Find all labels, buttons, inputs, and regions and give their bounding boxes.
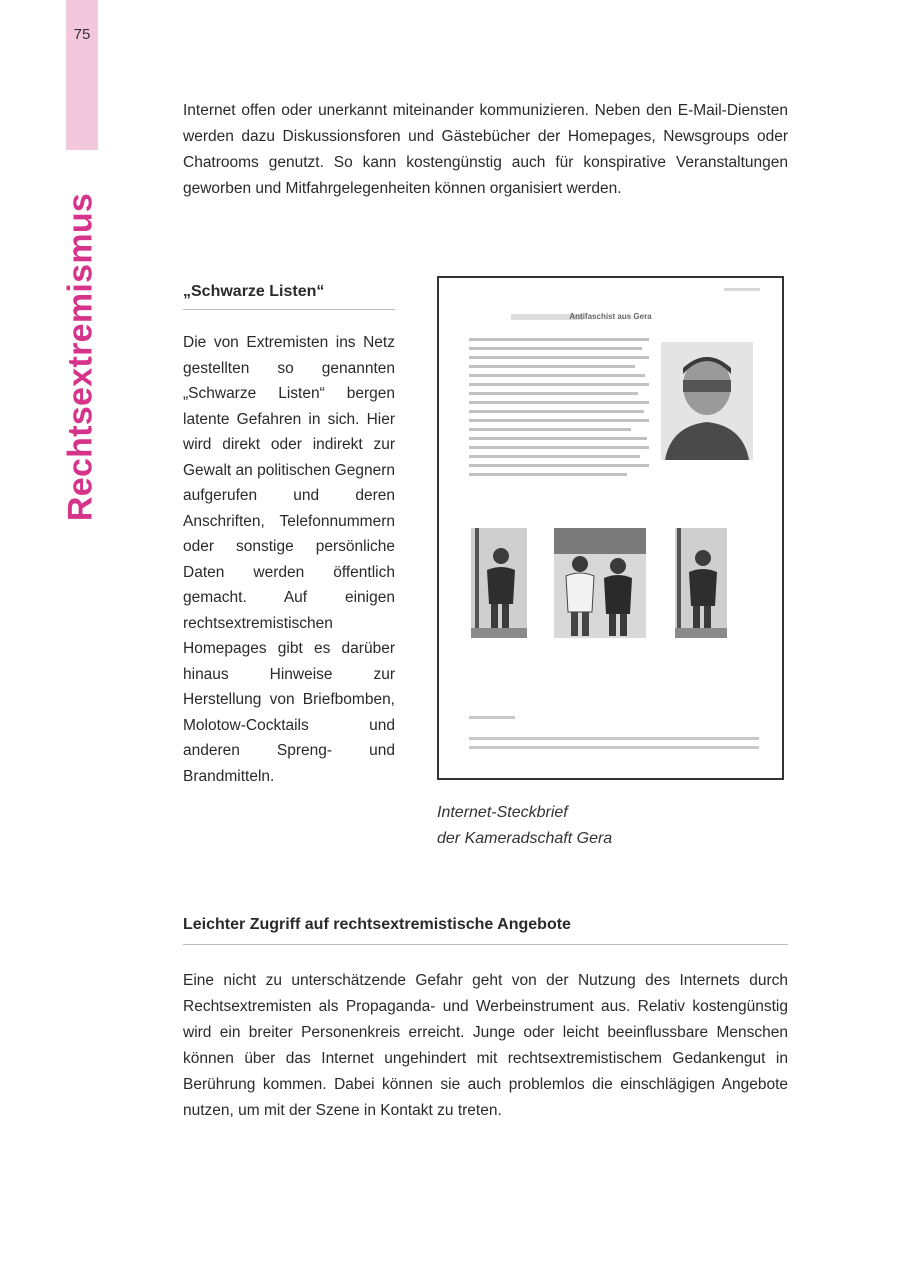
page-number: 75 xyxy=(73,26,91,43)
side-color-strip xyxy=(66,0,98,150)
figure-footer-lines xyxy=(469,716,759,755)
black-lists-text: Die von Extremisten ins Netz gestellten so genannten „Schwarze Listen“ bergen latente Gefahren in sich. Hier wird direkt oder indirekt zur Gewalt an politischen Gegnern aufgerufen und deren Anschriften, Telefonnummern oder sonstige persönliche Daten werden öffentlich gemacht. Auf einigen rechtsextremistischen Homepages gibt es darüber hinaus Hinweise zur Herstellung von Briefbomben, Molotow-Cocktails und anderen Spreng- und Brandmitteln. xyxy=(183,334,395,785)
black-lists-heading: „Schwarze Listen“ xyxy=(183,283,395,310)
section-label xyxy=(56,192,106,522)
figure-header-line xyxy=(724,288,760,291)
group-photo-right xyxy=(675,528,727,638)
easy-access-heading: Leichter Zugriff auf rechtsextremistische Angebote xyxy=(183,916,788,945)
caption-line-1: Internet-Steckbrief xyxy=(437,804,568,821)
intro-paragraph: Internet offen oder unerkannt miteinander kommunizieren. Neben den E-Mail-Diensten werden dazu Diskussionsforen und Gästebücher der Homepages, Newsgroups oder Chatrooms genutzt. So kann kostengünstig auch für konspirative Veranstaltungen geworben und Mitfahrgelegenheiten können organisiert werden. xyxy=(183,102,788,197)
section-label-text: Rechtsextremismus xyxy=(61,192,100,522)
easy-access-text: Eine nicht zu unterschätzende Gefahr geht von der Nutzung des Internets durch Rechtsextremisten als Propaganda- und Werbeinstrument aus. Relativ kostengünstig wird ein breiter Personenkreis erreicht. Junge oder leicht beeinflussbare Menschen können über das Internet ungehindert mit rechtsextremistischem Gedankengut in Berührung kommen. Dabei können sie auch problemlos die einschlägigen Angebote nutzen, um mit der Szene in Kontakt zu treten. xyxy=(183,972,788,1119)
wanted-poster-figure xyxy=(437,276,784,780)
portrait-photo xyxy=(661,342,753,460)
figure-text-lines xyxy=(469,338,649,482)
figure-caption xyxy=(437,800,777,852)
group-photo-left xyxy=(471,528,527,638)
caption-line-2: der Kameradschaft Gera xyxy=(437,830,613,847)
figure-title: Antifaschist aus Gera xyxy=(569,312,652,321)
group-photo-center xyxy=(554,528,646,638)
